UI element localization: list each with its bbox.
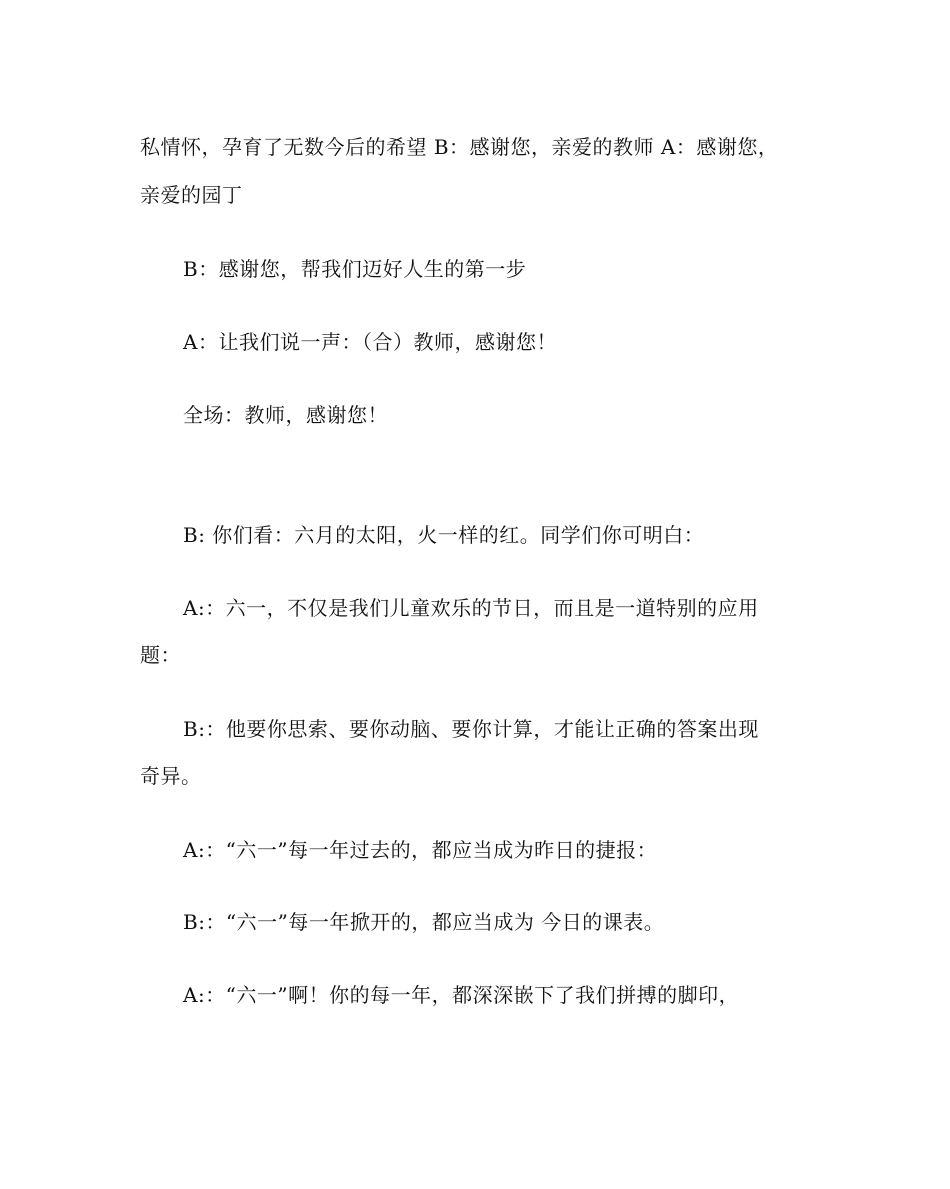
text-line: A:：“六一”啊！你的每一年，都深深嵌下了我们拼搏的脚印， xyxy=(183,983,740,1007)
text-line: B:：他要你思索、要你动脑、要你计算，才能让正确的答案出现 xyxy=(183,717,759,741)
text-line: B:：“六一”每一年掀开的，都应当成为 今日的课表。 xyxy=(183,910,665,934)
text-line: A：让我们说一声：（合）教师，感谢您！ xyxy=(183,330,557,354)
text-line: 全场：教师，感谢您！ xyxy=(183,403,388,427)
text-line: 亲爱的园丁 xyxy=(140,183,243,207)
text-line: 奇异。 xyxy=(140,764,202,788)
text-line: B：感谢您，帮我们迈好人生的第一步 xyxy=(183,257,527,281)
text-line: B: 你们看：六月的太阳，火一样的红。同学们你可明白： xyxy=(183,523,705,547)
text-line: A:：“六一”每一年过去的，都应当成为昨日的捷报： xyxy=(183,838,658,862)
text-line: 私情怀，孕育了无数今后的希望 B：感谢您，亲爱的教师 A：感谢您， xyxy=(140,135,779,159)
text-line: A:：六一，不仅是我们儿童欢乐的节日，而且是一道特别的应用 xyxy=(183,596,759,620)
text-line: 题： xyxy=(140,643,181,667)
